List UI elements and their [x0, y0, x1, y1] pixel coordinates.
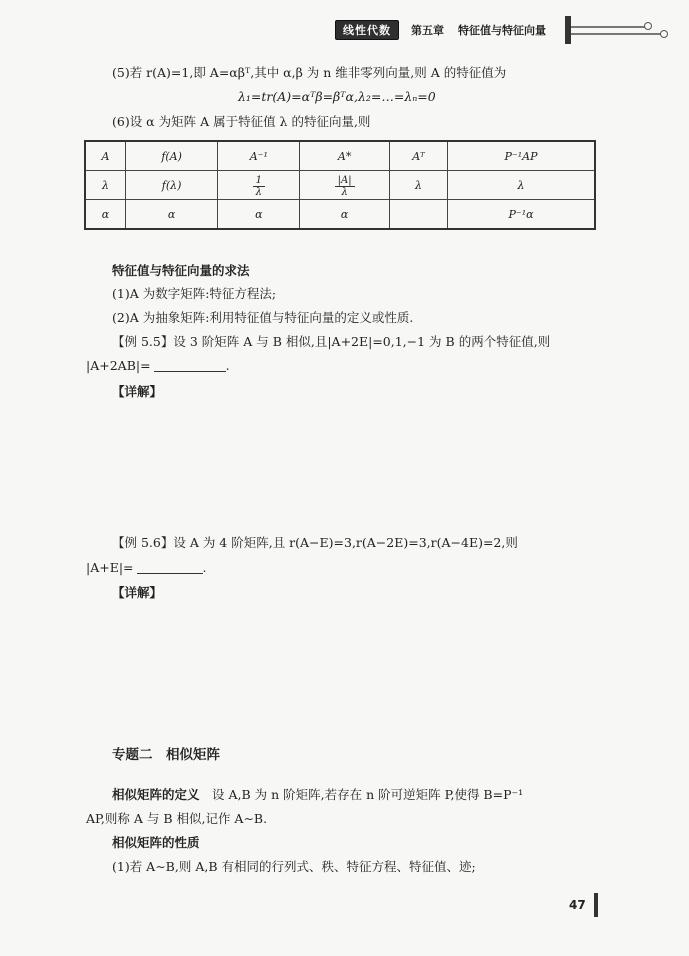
table-row	[85, 171, 595, 200]
table-cell: λ	[448, 171, 595, 200]
definition-line-2: AP,则称 A 与 B 相似,记作 A∼B.	[86, 811, 268, 826]
subject-badge: 线性代数	[335, 20, 399, 40]
fraction-numerator: |A|	[335, 175, 355, 187]
table-cell: α	[85, 200, 125, 230]
properties-heading: 相似矩阵的性质	[112, 835, 200, 850]
item-5-formula: λ₁=tr(A)=αᵀβ=βᵀα,λ₂=…=λₙ=0	[238, 89, 436, 104]
answer-blank	[137, 561, 203, 574]
answer-blank	[154, 359, 226, 372]
table-cell: P⁻¹α	[448, 200, 595, 230]
chapter-title: 特征值与特征向量	[458, 24, 546, 37]
header-decor-dot	[660, 30, 668, 38]
page-number: 47	[569, 898, 586, 912]
table-cell: A*	[300, 141, 390, 171]
table-cell: f(λ)	[125, 171, 217, 200]
eigen-table	[84, 140, 596, 230]
page-number-bar	[594, 893, 598, 917]
table-cell	[389, 200, 447, 230]
table-cell: A⁻¹	[218, 141, 300, 171]
definition-line-1	[112, 786, 523, 804]
table-cell: λ	[389, 171, 447, 200]
method-line-2: (2)A 为抽象矩阵:利用特征值与特征向量的定义或性质.	[112, 310, 414, 325]
header-decor-dot	[644, 22, 652, 30]
table-cell	[218, 171, 300, 200]
table-cell: A	[85, 141, 125, 171]
table-cell	[300, 171, 390, 200]
table-cell: α	[218, 200, 300, 230]
definition-text: 设 A,B 为 n 阶矩阵,若存在 n 阶可逆矩阵 P,使得 B=P⁻¹	[199, 787, 524, 802]
definition-label: 相似矩阵的定义	[112, 787, 200, 802]
example-5-6-answer-label: 【详解】	[112, 585, 163, 600]
header-decor-line	[571, 33, 661, 35]
fraction	[335, 175, 355, 198]
item-5-text: (5)若 r(A)=1,即 A=αβᵀ,其中 α,β 为 n 维非零列向量,则 A 的特征值为	[112, 65, 507, 80]
table-cell: f(A)	[125, 141, 217, 171]
table-cell: λ	[85, 171, 125, 200]
example-5-5-expression: |A+2AB|=	[86, 358, 151, 373]
example-5-6-expression: |A+E|=	[86, 560, 134, 575]
topic-2-heading: 专题二 相似矩阵	[112, 747, 220, 763]
table-cell: α	[300, 200, 390, 230]
example-5-5-period: .	[225, 358, 230, 373]
method-heading: 特征值与特征向量的求法	[112, 263, 250, 278]
fraction-numerator: 1	[253, 175, 265, 187]
header-decor-bar	[565, 16, 571, 44]
item-6-text: (6)设 α 为矩阵 A 属于特征值 λ 的特征向量,则	[112, 114, 371, 129]
header-decor-line	[571, 26, 645, 28]
example-5-6-line-1: 【例 5.6】设 A 为 4 阶矩阵,且 r(A−E)=3,r(A−2E)=3,r(A−4E)=2,则	[112, 535, 518, 550]
fraction-denominator: λ	[341, 186, 348, 198]
example-5-6-line-2	[86, 559, 207, 577]
example-5-5-line-1: 【例 5.5】设 3 阶矩阵 A 与 B 相似,且|A+2E|=0,1,−1 为 B 的两个特征值,则	[112, 334, 551, 349]
fraction-denominator: λ	[255, 186, 262, 198]
table-cell: α	[125, 200, 217, 230]
property-1: (1)若 A∼B,则 A,B 有相同的行列式、秩、特征方程、特征值、迹;	[112, 859, 476, 874]
example-5-5-line-2	[86, 357, 230, 375]
running-header	[335, 20, 546, 40]
example-5-6-period: .	[202, 560, 207, 575]
table-cell: Aᵀ	[389, 141, 447, 171]
table-row	[85, 200, 595, 230]
method-line-1: (1)A 为数字矩阵:特征方程法;	[112, 286, 277, 301]
fraction	[253, 175, 265, 198]
example-5-5-answer-label: 【详解】	[112, 384, 163, 399]
table-cell: P⁻¹AP	[448, 141, 595, 171]
chapter-label: 第五章	[411, 24, 444, 37]
table-row	[85, 141, 595, 171]
